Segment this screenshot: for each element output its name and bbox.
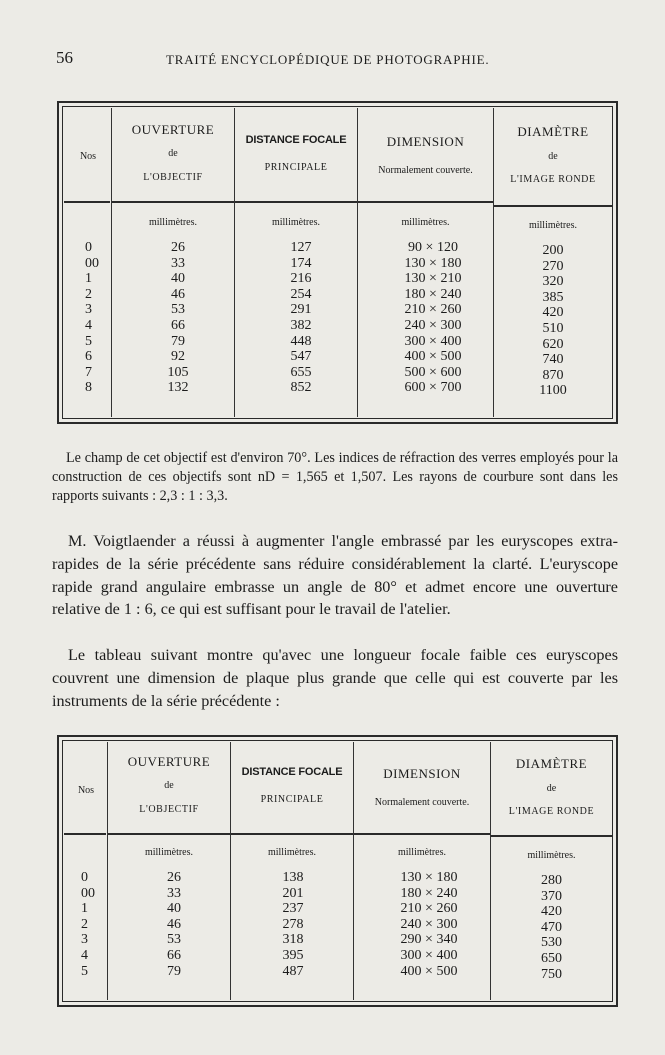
table-cell: 8 — [85, 380, 92, 396]
header-rule — [231, 833, 353, 835]
table-cell: 1 — [85, 271, 92, 287]
table-cell: 448 — [290, 333, 312, 349]
table-cell: 79 — [167, 963, 181, 979]
header-rule — [491, 835, 612, 837]
table-cell: 240 × 300 — [400, 916, 458, 932]
lens-table-2 — [57, 735, 618, 1007]
table-cell: 270 — [542, 258, 564, 274]
header-ouverture: OUVERTURE de L'OBJECTIF — [127, 754, 211, 815]
table-cell: 66 — [171, 317, 185, 333]
table-cell: 420 — [542, 305, 564, 321]
units-ouverture: millimètres. — [148, 217, 198, 228]
header-rule — [64, 201, 110, 203]
table-cell: 66 — [167, 947, 181, 963]
table-cell: 33 — [167, 885, 181, 901]
table-cell: 650 — [541, 950, 562, 966]
table-cell: 470 — [541, 919, 562, 935]
table-cell: 5 — [81, 963, 88, 979]
table-cell: 216 — [290, 271, 312, 287]
table-cell: 370 — [541, 888, 562, 904]
table-cell: 318 — [282, 932, 304, 948]
table-cell: 510 — [542, 320, 564, 336]
column-diametre — [494, 243, 612, 399]
paragraph-champ: Le champ de cet objectif est d'environ 70°. Les indices de réfraction des verres employés pour la construction de ces objectifs sont nD = 1,565 et 1,507. Les rayons de courbure sont dans les rapports suivants : 2,3 : 1 : 3,3. — [52, 450, 618, 505]
header-diametre: DIAMÈTRE de L'IMAGE RONDE — [508, 756, 595, 817]
table-cell: 420 — [541, 904, 562, 920]
units-dimension: millimètres. — [401, 217, 450, 228]
units-diametre: millimètres. — [528, 220, 578, 231]
table-cell: 138 — [282, 870, 304, 885]
table-cell: 201 — [282, 885, 304, 901]
table-cell: 6 — [85, 349, 92, 365]
table-cell: 547 — [290, 349, 312, 365]
table-cell: 2 — [85, 286, 92, 302]
table-cell: 395 — [282, 947, 304, 963]
table-cell: 300 × 400 — [400, 947, 458, 963]
table-cell: 00 — [85, 255, 99, 271]
table-cell: 7 — [85, 364, 92, 380]
units-dimension: millimètres. — [397, 847, 447, 858]
table-cell: 240 × 300 — [404, 317, 462, 333]
table-cell: 237 — [282, 901, 304, 917]
table-cell: 130 × 180 — [404, 255, 462, 271]
table-cell: 400 × 500 — [404, 349, 462, 365]
header-rule — [358, 201, 493, 203]
table-cell: 320 — [542, 274, 564, 290]
column-ouverture — [112, 240, 244, 396]
table-cell: 0 — [85, 240, 92, 255]
header-rule — [354, 833, 490, 835]
running-title: TRAITÉ ENCYCLOPÉDIQUE DE PHOTOGRAPHIE. — [166, 52, 490, 67]
paragraph-voigtlaender: M. Voigtlaender a réussi à augmenter l'angle embrassé par les euryscopes extra-rapides de la série précédente sans réduire considérablement la clarté. L'euryscope rapide grand angulaire embrasse un angle de 80° et admet encore une ouverture relative de 1 : 6, ce qui est suffisant pour le travail de l'atelier. — [52, 532, 618, 619]
units-distance: millimètres. — [271, 217, 321, 228]
table-cell: 46 — [171, 286, 185, 302]
table-cell: 500 × 600 — [404, 364, 462, 380]
table-cell: 300 × 400 — [404, 333, 462, 349]
table-cell: 852 — [290, 380, 312, 396]
header-ouverture: OUVERTURE de L'OBJECTIF — [131, 122, 215, 183]
column-distance — [231, 870, 355, 979]
table-cell: 46 — [167, 916, 181, 932]
table-cell: 200 — [542, 243, 564, 258]
table-cell: 0 — [81, 870, 88, 885]
table-cell: 00 — [81, 885, 95, 901]
table-cell: 127 — [290, 240, 312, 255]
table-cell: 290 × 340 — [400, 932, 458, 948]
table-cell: 530 — [541, 935, 562, 951]
table-cell: 180 × 240 — [400, 885, 458, 901]
column-nos — [81, 870, 95, 979]
table-cell: 382 — [290, 317, 312, 333]
header-rule — [64, 833, 106, 835]
table-cell: 53 — [171, 302, 185, 318]
column-dimension — [358, 240, 508, 396]
table-cell: 180 × 240 — [404, 286, 462, 302]
table-cell: 90 × 120 — [408, 240, 458, 255]
table-cell: 40 — [167, 901, 181, 917]
units-diametre: millimètres. — [527, 850, 576, 861]
lens-table-1 — [57, 101, 618, 424]
table-cell: 400 × 500 — [400, 963, 458, 979]
table-cell: 174 — [290, 255, 312, 271]
units-ouverture: millimètres. — [144, 847, 194, 858]
table-cell: 40 — [171, 271, 185, 287]
header-distance: DISTANCE FOCALE PRINCIPALE — [245, 134, 347, 173]
table-cell: 2 — [81, 916, 88, 932]
table-cell: 33 — [171, 255, 185, 271]
table-cell: 130 × 180 — [400, 870, 458, 885]
header-rule — [112, 201, 234, 203]
table-cell: 254 — [290, 286, 312, 302]
header-nos: Nos — [77, 785, 95, 796]
column-diametre — [491, 873, 612, 982]
table-cell: 278 — [282, 916, 304, 932]
table-cell: 740 — [542, 352, 564, 368]
table-cell: 291 — [290, 302, 312, 318]
column-distance — [235, 240, 367, 396]
table-cell: 1100 — [539, 383, 567, 399]
table-cell: 600 × 700 — [404, 380, 462, 396]
header-diametre: DIAMÈTRE de L'IMAGE RONDE — [510, 124, 596, 185]
table-cell: 4 — [81, 947, 88, 963]
table-cell: 79 — [171, 333, 185, 349]
table-cell: 1 — [81, 901, 88, 917]
table-cell: 26 — [167, 870, 181, 885]
units-distance: millimètres. — [267, 847, 317, 858]
table-cell: 3 — [81, 932, 88, 948]
header-rule — [494, 205, 612, 207]
header-nos: Nos — [79, 151, 97, 162]
header-dimension: DIMENSION Normalement couverte. — [378, 134, 473, 176]
table-cell: 130 × 210 — [404, 271, 462, 287]
table-cell: 4 — [85, 317, 92, 333]
column-dimension — [354, 870, 504, 979]
table-cell: 3 — [85, 302, 92, 318]
table-cell: 487 — [282, 963, 304, 979]
table-cell: 870 — [542, 367, 564, 383]
table-cell: 210 × 260 — [400, 901, 458, 917]
table-cell: 750 — [541, 966, 562, 982]
header-rule — [235, 201, 357, 203]
table-cell: 53 — [167, 932, 181, 948]
paragraph-tableau: Le tableau suivant montre qu'avec une longueur focale faible ces euryscopes couvrent une dimension de plaque plus grande que celle qui est couverte par les instruments de la série précédente : — [52, 646, 618, 710]
table-cell: 132 — [167, 380, 189, 396]
header-dimension: DIMENSION Normalement couverte. — [374, 766, 470, 808]
table-cell: 655 — [290, 364, 312, 380]
table-cell: 210 × 260 — [404, 302, 462, 318]
table-cell: 620 — [542, 336, 564, 352]
table-cell: 5 — [85, 333, 92, 349]
table-cell: 26 — [171, 240, 185, 255]
header-rule — [108, 833, 230, 835]
table-cell: 280 — [541, 873, 562, 888]
header-distance: DISTANCE FOCALE PRINCIPALE — [241, 766, 343, 805]
column-nos — [85, 240, 99, 396]
table-cell: 105 — [167, 364, 189, 380]
table-cell: 385 — [542, 289, 564, 305]
column-ouverture — [108, 870, 240, 979]
page-number: 56 — [56, 48, 73, 67]
table-cell: 92 — [171, 349, 185, 365]
